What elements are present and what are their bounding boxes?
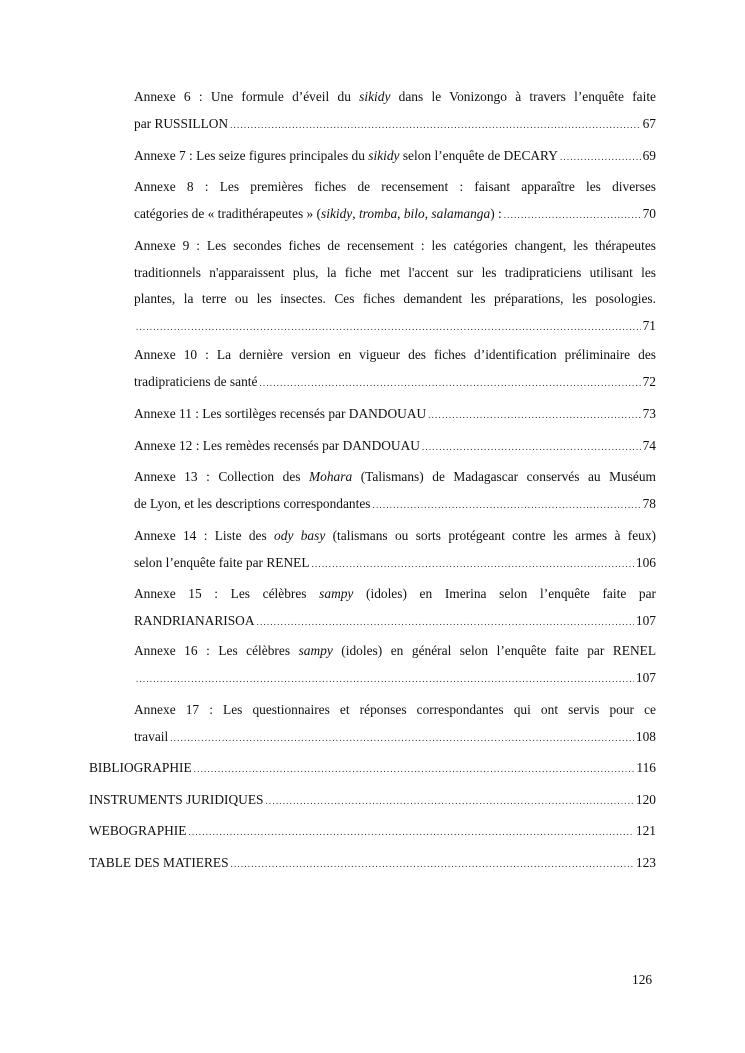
toc-entry-annexe[interactable] <box>134 523 656 576</box>
toc-page-number: 67 <box>642 115 656 131</box>
toc-entry-last-line <box>134 665 656 692</box>
toc-page-number: 108 <box>635 728 656 744</box>
toc-entry-annexe[interactable] <box>134 697 656 750</box>
toc-entry-line: Annexe 13 : Collection des Mohara (Talismans) de Madagascar conservés au Muséum <box>134 469 656 484</box>
toc-page-number: 106 <box>635 554 656 570</box>
toc-entry-last-line <box>134 201 656 228</box>
toc-entry-text: tradipraticiens de santé <box>134 373 258 389</box>
toc-entry-annexe[interactable] <box>134 342 656 395</box>
toc-page-number: 71 <box>642 317 656 333</box>
toc-entry-line: Annexe 15 : Les célèbres sampy (idoles) en Imerina selon l’enquête faite par <box>134 586 656 601</box>
toc-entry-line: Annexe 16 : Les célèbres sampy (idoles) en général selon l’enquête faite par RENEL <box>134 643 656 658</box>
italic-term: sampy <box>319 586 354 601</box>
toc-page-number: 107 <box>635 612 656 628</box>
toc-page-number: 116 <box>636 760 656 775</box>
toc-entry-text: de Lyon, et les descriptions correspondantes <box>134 495 371 511</box>
dot-leader <box>170 725 634 752</box>
dot-leader <box>136 666 634 693</box>
toc-page-number: 69 <box>642 148 656 163</box>
toc-entry-last-line <box>134 111 656 138</box>
toc-entry-line <box>89 787 656 814</box>
toc-entry-text: Annexe 12 : Les remèdes recensés par DANDOUAU <box>134 438 420 453</box>
dot-leader <box>560 144 641 171</box>
toc-section-label: INSTRUMENTS JURIDIQUES <box>89 792 264 807</box>
toc-entry-text: selon l’enquête faite par RENEL <box>134 554 310 570</box>
toc-page-number: 107 <box>635 669 656 685</box>
toc-entry-annexe[interactable] <box>134 401 656 428</box>
toc-section-label: BIBLIOGRAPHIE <box>89 760 192 775</box>
toc-entry-line <box>89 818 656 845</box>
italic-term: Mohara <box>309 469 353 484</box>
toc-entry-annexe[interactable] <box>134 581 656 634</box>
toc-entry-last-line <box>134 433 656 460</box>
italic-term: ody basy <box>274 528 326 543</box>
toc-entry-last-line <box>134 401 656 428</box>
dot-leader <box>136 314 641 341</box>
toc-entry-last-line <box>134 491 656 518</box>
italic-term: sikidy <box>359 89 391 104</box>
toc-section-label: TABLE DES MATIERES <box>89 855 229 870</box>
dot-leader <box>373 492 641 519</box>
toc-entry-annexe[interactable] <box>134 638 656 691</box>
dot-leader <box>257 609 634 636</box>
toc-section-label: WEBOGRAPHIE <box>89 823 187 838</box>
toc-entry-text: par RUSSILLON <box>134 115 229 131</box>
dot-leader <box>504 202 641 229</box>
toc-entry-section[interactable] <box>89 818 656 845</box>
toc-page-number: 123 <box>635 855 656 870</box>
toc-entry-line <box>89 850 656 877</box>
italic-term: bilo <box>403 205 425 221</box>
toc-entry-line: plantes, la terre ou les insectes. Ces fiches demandent les préparations, les posologies. <box>134 291 656 306</box>
toc-entry-text: catégories de « tradithérapeutes » (sikidy, tromba, bilo, salamanga) : <box>134 205 502 221</box>
toc-entry-annexe[interactable] <box>134 433 656 460</box>
toc-page-number: 78 <box>642 495 656 511</box>
toc-entry-last-line <box>134 608 656 635</box>
italic-term: sikidy <box>368 148 400 163</box>
toc-entry-last-line <box>134 550 656 577</box>
toc-entry-line: Annexe 8 : Les premières fiches de recensement : faisant apparaître les diverses <box>134 179 656 194</box>
toc-entry-annexe[interactable] <box>134 174 656 227</box>
toc-page-number: 74 <box>642 438 656 453</box>
toc-entry-line <box>89 755 656 782</box>
toc-entry-last-line <box>134 143 656 170</box>
dot-leader <box>265 788 633 815</box>
dot-leader <box>230 112 641 139</box>
toc-entry-line: Annexe 10 : La dernière version en vigueur des fiches d’identification préliminaire des <box>134 347 656 362</box>
toc-page-number: 120 <box>635 792 656 807</box>
dot-leader <box>194 756 635 783</box>
toc-page-number: 121 <box>635 823 656 838</box>
toc-page-number: 70 <box>642 205 656 221</box>
toc-entry-section[interactable] <box>89 755 656 782</box>
italic-term: salamanga <box>431 205 491 221</box>
toc-entry-section[interactable] <box>89 787 656 814</box>
italic-term: tromba <box>358 205 398 221</box>
toc-entry-line: traditionnels n'apparaissent plus, la fiche met l'accent sur les tradipraticiens utilisant les <box>134 264 656 280</box>
toc-entry-line: Annexe 9 : Les secondes fiches de recensement : les catégories changent, les thérapeutes <box>134 238 656 253</box>
italic-term: sikidy <box>321 205 353 221</box>
toc-entry-annexe[interactable] <box>134 464 656 517</box>
toc-entry-text: Annexe 7 : Les seize figures principales du sikidy selon l’enquête de DECARY <box>134 148 558 163</box>
dot-leader <box>231 851 634 878</box>
toc-page-number: 72 <box>642 373 656 389</box>
page-number: 126 <box>632 972 653 987</box>
toc-entry-line: Annexe 17 : Les questionnaires et réponses correspondantes qui ont servis pour ce <box>134 702 656 717</box>
toc-entry-line: Annexe 6 : Une formule d’éveil du sikidy dans le Vonizongo à travers l’enquête faite <box>134 89 656 104</box>
italic-term: sampy <box>298 643 333 658</box>
dot-leader <box>312 551 634 578</box>
toc-entry-annexe[interactable] <box>134 143 656 170</box>
dot-leader <box>428 402 640 429</box>
dot-leader <box>259 370 640 397</box>
toc-entry-line: Annexe 14 : Liste des ody basy (talismans ou sorts protégeant contre les armes à feux) <box>134 528 656 543</box>
toc-entry-text: Annexe 11 : Les sortilèges recensés par DANDOUAU <box>134 406 427 421</box>
toc-page-number: 73 <box>642 406 656 421</box>
toc-entry-annexe[interactable] <box>134 233 656 339</box>
toc-entry-last-line <box>134 313 656 340</box>
dot-leader <box>422 434 641 461</box>
toc-entry-text: travail <box>134 728 169 744</box>
toc-entry-text: RANDRIANARISOA <box>134 612 255 628</box>
dot-leader <box>188 819 633 846</box>
toc-entry-annexe[interactable] <box>134 84 656 137</box>
toc-entry-section[interactable] <box>89 850 656 877</box>
toc-entry-last-line <box>134 369 656 396</box>
toc-entry-last-line <box>134 724 656 751</box>
